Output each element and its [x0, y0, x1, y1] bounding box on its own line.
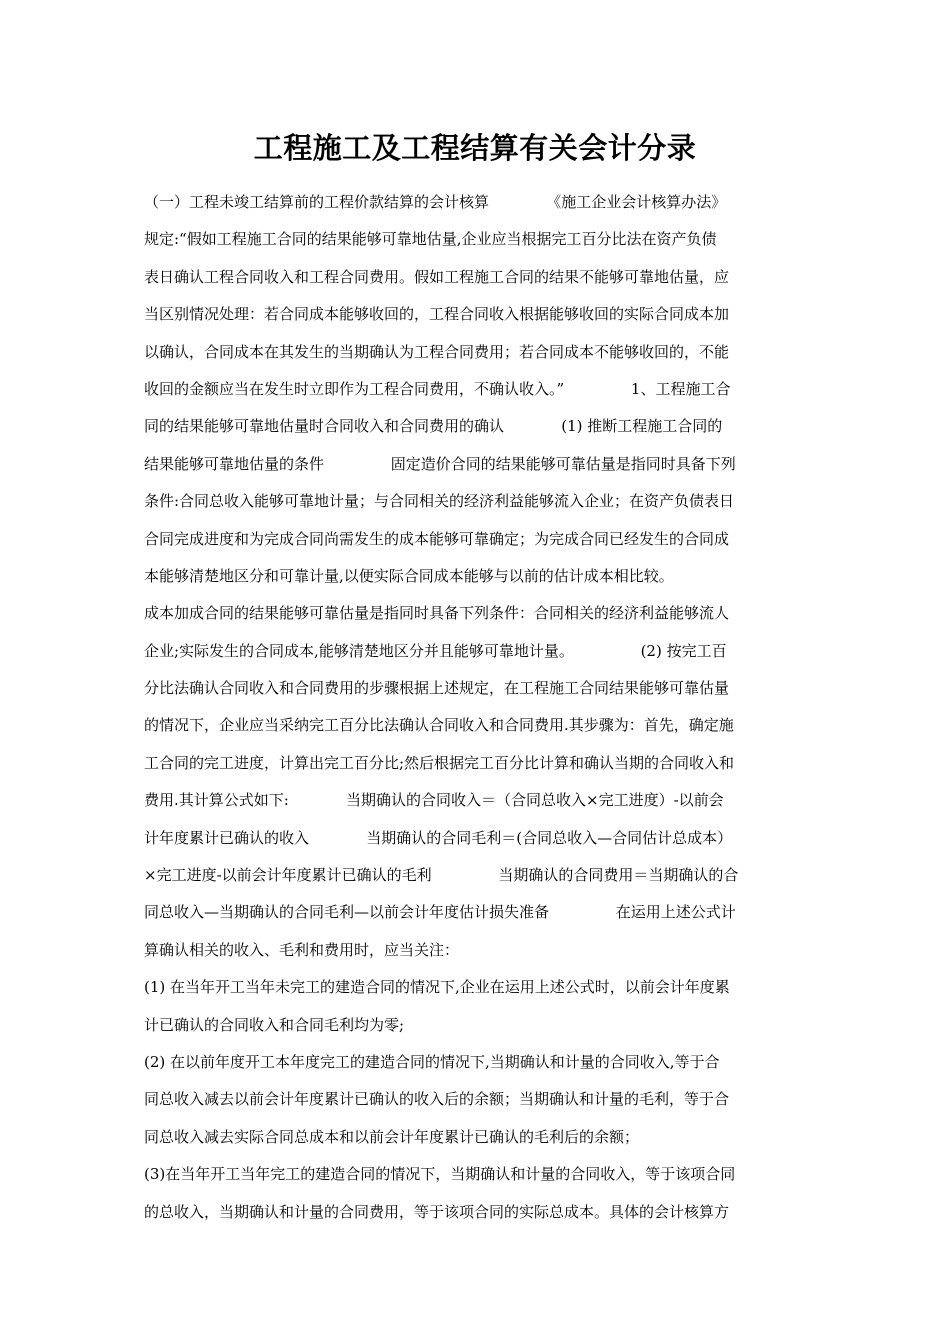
body-line: 以确认，合同成本在其发生的当期确认为工程合同费用；若合同成本不能够收回的，不能 [144, 342, 730, 361]
body-line: 当区别情况处理：若合同成本能够收回的，工程合同收入根据能够收回的实际合同成本加 [144, 305, 730, 324]
body-line: 同总收入减去实际合同总成本和以前会计年度累计已确认的毛利后的余额； [144, 1127, 640, 1146]
body-line: 工合同的完工进度，计算出完工百分比;然后根据完工百分比计算和确认当期的合同收入和 [144, 753, 735, 772]
body-line: (1) 在当年开工当年未完工的建造合同的情况下,企业在运用上述公式时，以前会计年度累 [144, 978, 730, 997]
body-line: 本能够清楚地区分和可靠计量,以便实际合同成本能够与以前的估计成本相比较。 [144, 566, 674, 585]
body-line: (3)在当年开工当年完工的建造合同的情况下，当期确认和计量的合同收入，等于该项合同 [144, 1165, 736, 1184]
body-line: 计已确认的合同收入和合同毛利均为零; [144, 1015, 405, 1034]
body-line: 同的结果能够可靠地估量时合同收入和合同费用的确认 (1) 推断工程施工合同的 [144, 417, 723, 436]
body-line: 表日确认工程合同收入和工程合同费用。假如工程施工合同的结果不能够可靠地估量，应 [144, 267, 730, 286]
body-line: 算确认相关的收入、毛利和费用时，应当关注： [144, 940, 460, 959]
body-line: 分比法确认合同收入和合同费用的步骤根据上述规定，在工程施工合同结果能够可靠估量 [144, 679, 730, 698]
body-line: 结果能够可靠地估量的条件 固定造价合同的结果能够可靠估量是指同时具备下列 [144, 454, 736, 473]
body-line: 成本加成合同的结果能够可靠估量是指同时具备下列条件：合同相关的经济利益能够流人 [144, 604, 730, 623]
body-line: 收回的金额应当在发生时立即作为工程合同费用，不确认收入。” 1、工程施工合 [144, 379, 731, 398]
document-title: 工程施工及工程结算有关会计分录 [253, 131, 697, 165]
body-line: 合同完成进度和为完成合同尚需发生的成本能够可靠确定；为完成合同已经发生的合同成 [144, 529, 730, 548]
body-line: 的总收入，当期确认和计量的合同费用，等于该项合同的实际总成本。具体的会计核算方 [144, 1202, 730, 1221]
document-body [144, 184, 812, 1231]
body-line: 条件:合同总收入能够可靠地计量；与合同相关的经济利益能够流入企业；在资产负债表日 [144, 492, 735, 511]
body-line: 计年度累计已确认的收入 当期确认的合同毛利＝(合同总收入—合同估计总成本） [144, 828, 733, 847]
body-line: 规定:“假如工程施工合同的结果能够可靠地估量,企业应当根据完工百分比法在资产负债 [144, 230, 717, 249]
body-line: 同总收入—当期确认的合同毛利—以前会计年度估计损失准备 在运用上述公式计 [144, 903, 736, 922]
body-line: 企业;实际发生的合同成本,能够清楚地区分并且能够可靠地计量。 (2) 按完工百 [144, 641, 727, 660]
body-line: (2) 在以前年度开工本年度完工的建造合同的情况下,当期确认和计量的合同收入,等于合 [144, 1052, 720, 1071]
body-line: （一）工程未竣工结算前的工程价款结算的会计核算 《施工企业会计核算办法》 [144, 193, 727, 211]
body-line: 的情况下，企业应当采纳完工百分比法确认合同收入和合同费用.其步骤为：首先，确定施 [144, 716, 734, 735]
body-line: 同总收入减去以前会计年度累计已确认的收入后的余额；当期确认和计量的毛利，等于合 [144, 1090, 730, 1109]
body-line: 费用.其计算公式如下: 当期确认的合同收入＝（合同总收入×完工进度）-以前会 [144, 791, 724, 810]
body-line: ×完工进度-以前会计年度累计已确认的毛利 当期确认的合同费用＝当期确认的合 [144, 866, 739, 885]
